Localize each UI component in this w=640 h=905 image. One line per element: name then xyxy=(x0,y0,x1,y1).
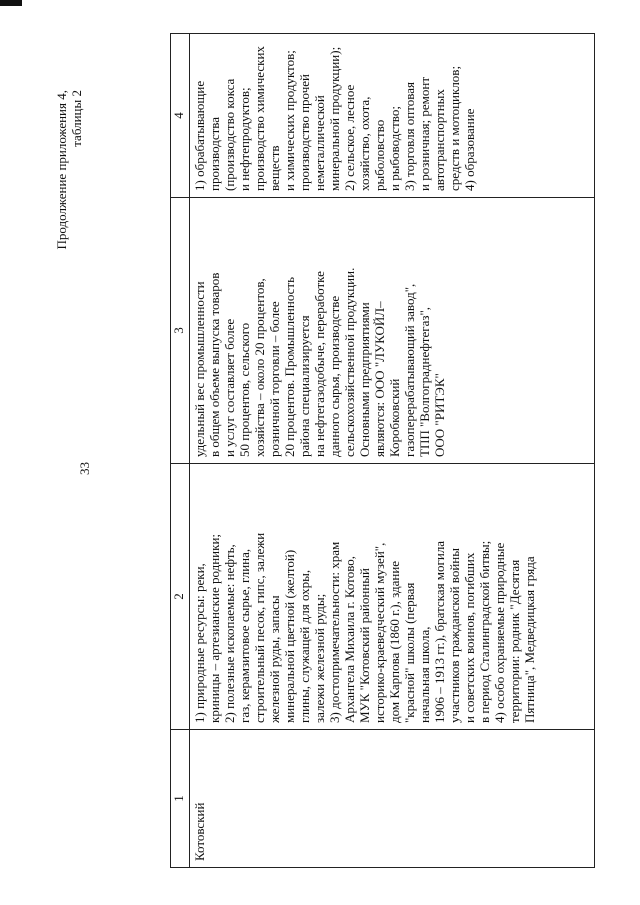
cell-text-line: 3) достопримечательности: храм xyxy=(327,541,342,723)
resources-cell xyxy=(190,464,595,730)
cell-text-line: залежи железной руды; xyxy=(312,593,327,723)
cell-text-line: территории: родник "Десятая xyxy=(507,559,522,723)
column-number-4: 4 xyxy=(171,34,190,198)
cell-text-line: рыболовство xyxy=(372,119,387,191)
cell-text-line: удельный вес промышленности xyxy=(192,281,207,457)
continuation-line-1: Продолжение приложения 4, xyxy=(54,90,69,250)
cell-text-line: участников гражданской войны xyxy=(447,548,462,723)
cell-text-line: газоперерабатывающий завод", xyxy=(402,283,417,457)
cell-text-line: 1906 – 1913 гг.), братская могила xyxy=(432,540,447,723)
cell-text-line: и химических продуктов; xyxy=(282,50,297,191)
cell-text-line: розничной торговли – более xyxy=(267,301,282,457)
cell-text-line: ТПП "Волгограднефтегаз", xyxy=(417,306,432,457)
column-number-1: 1 xyxy=(171,730,190,868)
column-number-row xyxy=(171,34,190,868)
cell-text-line: историко-краеведческий музей", xyxy=(372,542,387,723)
cell-text-line: МУК "Котовский районный xyxy=(357,568,372,723)
cell-text-line: 2) сельское, лесное xyxy=(342,84,357,191)
cell-text-line: 3) торговля оптовая xyxy=(402,82,417,191)
cell-text-line: газ, керамзитовое сырье, глина, xyxy=(237,548,252,723)
cell-text-line: дом Карпова (1860 г.), здание xyxy=(387,560,402,723)
column-number-2: 2 xyxy=(171,464,190,730)
cell-text-line: данного сырья, производстве xyxy=(327,295,342,457)
cell-text-line: минеральной цветной (желтой) xyxy=(282,549,297,723)
cell-text-line: Коробковский xyxy=(387,378,402,457)
cell-text-line: в период Сталинградской битвы; xyxy=(477,540,492,723)
cell-text-line: хозяйство, охота, xyxy=(357,96,372,191)
cell-text-line: Архангела Михаила г. Котово, xyxy=(342,556,357,723)
cell-text-line: начальная школа, xyxy=(417,626,432,723)
cell-text-line: 4) образование xyxy=(462,108,477,191)
continuation-line-2: таблицы 2 xyxy=(69,90,84,147)
cell-text-line: железной руды, запасы xyxy=(267,595,282,723)
cell-text-line: 50 процентов, сельского xyxy=(237,322,252,457)
cell-text-line: и услуг составляет более xyxy=(222,318,237,457)
cell-text-line: и нефтепродуктов; xyxy=(237,87,252,191)
cell-text-line: 1) природные ресурсы: реки, xyxy=(192,563,207,723)
cell-text-line: (производство кокса xyxy=(222,78,237,191)
district-cell: Котовский xyxy=(190,730,595,868)
cell-text-line: "красной" школы (первая xyxy=(402,582,417,723)
cell-text-line: глины, служащей для охры, xyxy=(297,569,312,723)
cell-text-line: минеральной продукции); xyxy=(327,46,342,191)
page-number: 33 xyxy=(77,462,92,475)
cell-text-line: средств и мотоциклов; xyxy=(447,65,462,191)
column-number-3: 3 xyxy=(171,198,190,464)
cell-text-line: Пятница", Медведицкая гряда xyxy=(522,556,537,723)
cell-text-line: Основными предприятиями xyxy=(357,302,372,457)
cell-text-line: 20 процентов. Промышленность xyxy=(282,276,297,457)
cell-text-line: на нефтегазодобыче, переработке xyxy=(312,271,327,457)
continuation-heading xyxy=(54,90,84,290)
cell-text-line: производство прочей xyxy=(297,74,312,191)
cell-text-line: 4) особо охраняемые природные xyxy=(492,542,507,723)
cell-text-line: ООО "РИТЭК" xyxy=(432,373,447,457)
cell-text-line: автотранспортных xyxy=(432,89,447,191)
appendix-table xyxy=(170,33,595,868)
economy-cell xyxy=(190,198,595,464)
activities-cell xyxy=(190,34,595,198)
cell-text-line: строительный песок, гипс, залежи xyxy=(252,532,267,723)
cell-text-line: хозяйства – около 20 процентов, xyxy=(252,278,267,457)
cell-text-line: являются: ООО "ЛУКОЙЛ– xyxy=(372,301,387,457)
cell-text-line: района специализируется xyxy=(297,315,312,457)
cell-text-line: в общем объеме выпуска товаров xyxy=(207,272,222,457)
cell-text-line: 1) обрабатывающие xyxy=(192,80,207,191)
cell-text-line: и розничная; ремонт xyxy=(417,77,432,191)
cell-text-line: веществ xyxy=(267,145,282,191)
table-row xyxy=(190,34,595,868)
cell-text-line: производства xyxy=(207,116,222,191)
cell-text-line: сельскохозяйственной продукции. xyxy=(342,267,357,457)
cell-text-line: 2) полезные ископаемые: нефть, xyxy=(222,544,237,723)
cell-text-line: и советских воинов, погибших xyxy=(462,552,477,723)
cell-text-line: производство химических xyxy=(252,46,267,191)
cell-text-line: и рыбоводство; xyxy=(387,106,402,191)
cell-text-line: неметаллической xyxy=(312,95,327,191)
cell-text-line: криницы – артезианские родники; xyxy=(207,533,222,723)
